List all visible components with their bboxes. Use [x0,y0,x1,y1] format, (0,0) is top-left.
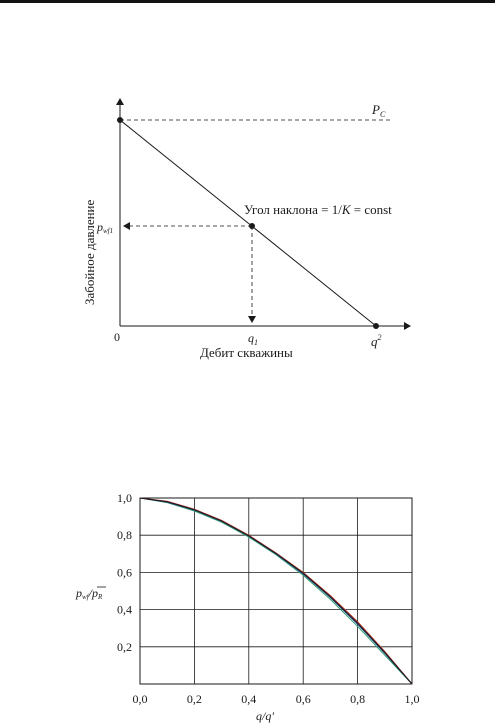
x-tick-label: 0,0 [132,692,148,706]
q1-label: $q_1$ [248,331,258,347]
curve-series-2 [140,498,412,684]
y-tick-label: 0,2 [117,639,132,654]
chart-plot-area [140,498,412,684]
chart-gridlines [140,498,412,684]
y-axis-label: Забойное давление [82,199,97,305]
x-axis-label: Дебит скважины [200,345,293,360]
y-tick-label: 0,4 [117,602,132,617]
y-tick-label: 0,8 [117,528,132,543]
x-tick-label: 0,8 [350,692,366,706]
pc-label: $P_C$ [372,102,386,119]
slope-label: Угол наклона = 1/K = const [244,202,392,217]
qmax-label: $q^2$ [371,333,382,349]
x-tick-label: 0,6 [295,692,311,706]
chart-curves [140,498,412,684]
x-tick-label: 1,0 [404,692,420,706]
chart-y-label: pwf/pR [76,586,103,601]
pwf-label: pwf1 [97,220,114,235]
y-tick-label: 0,6 [117,565,132,580]
chart-y-ticks [117,491,132,654]
x-tick-label: 0,4 [241,692,257,706]
curve-series-3 [140,498,412,684]
chart-x-ticks [133,692,420,706]
origin-label: 0 [114,330,120,344]
y-tick-label: 1,0 [117,491,132,505]
x-tick-label: 0,2 [186,692,202,706]
curve-series-1 [140,498,412,684]
curve-series-4 [140,498,412,684]
chart-x-label: q/q' [256,709,274,723]
